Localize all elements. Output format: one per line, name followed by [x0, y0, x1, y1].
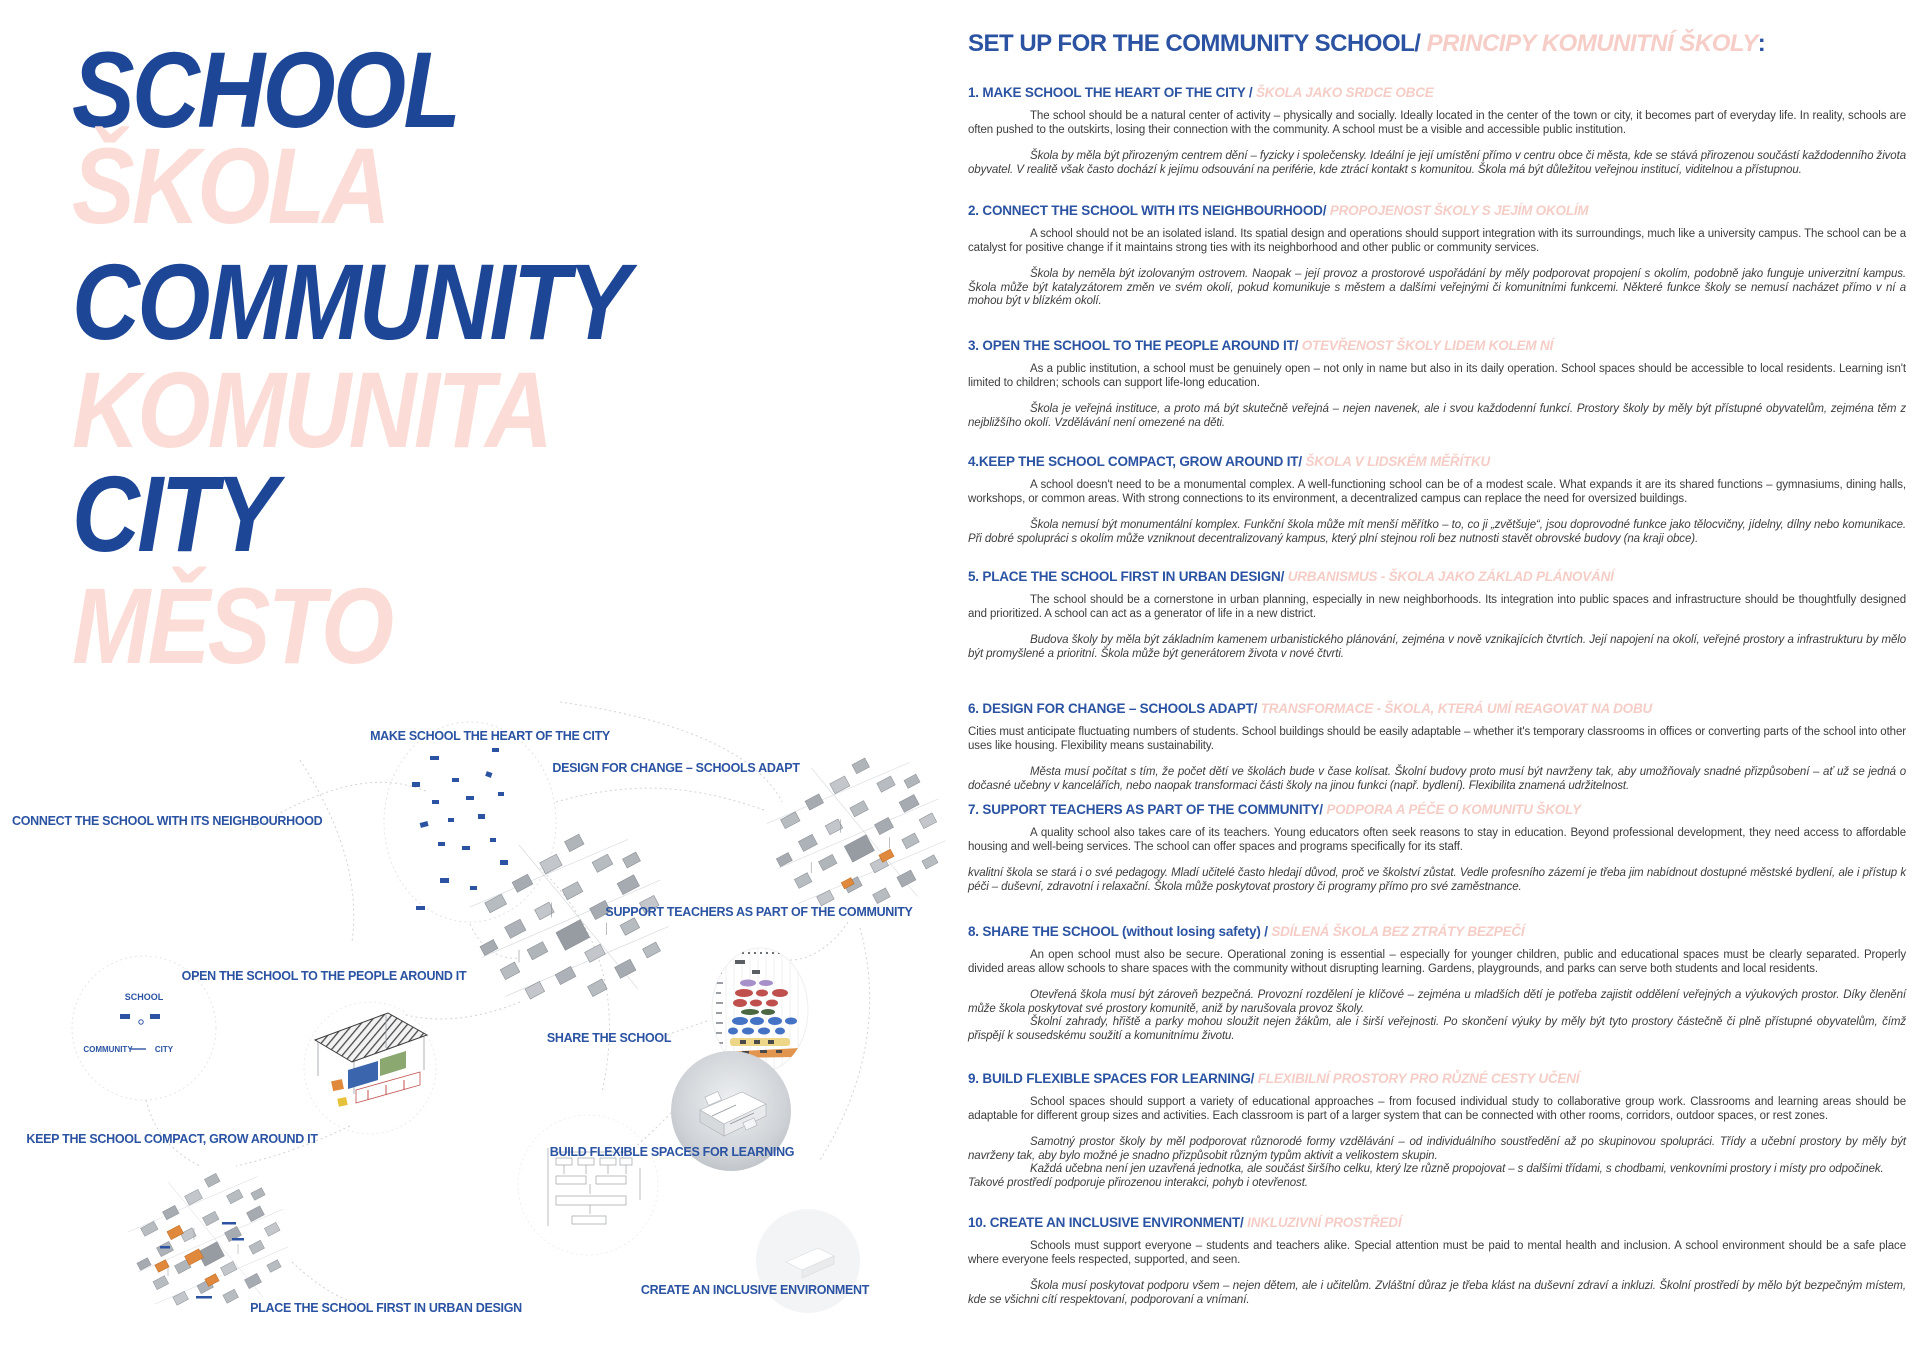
principle-heading-cz: PROPOJENOST ŠKOLY S JEJÍM OKOLÍM: [1329, 203, 1589, 218]
principle-heading-cz: TRANSFORMACE - ŠKOLA, KTERÁ UMÍ REAGOVAT NA DOBU: [1260, 701, 1653, 716]
principle-section: [968, 338, 1906, 430]
principle-section: [968, 701, 1906, 793]
principle-heading: [968, 569, 1906, 584]
principle-heading-en: 4.KEEP THE SCHOOL COMPACT, GROW AROUND IT/: [968, 454, 1306, 469]
principle-paragraph-cz: Škola je veřejná instituce, a proto má být skutečně veřejná – nejen navenek, ale i svou každodenní funkcí. Prostory školy by měly být přístupné obyvatelům, zejména těm z nejbližšího okolí. Vzdělávání není omezené na děti.: [968, 403, 1906, 429]
label-flexible: BUILD FLEXIBLE SPACES FOR LEARNING: [549, 1145, 795, 1159]
principle-heading: [968, 1215, 1906, 1230]
label-share-school: SHARE THE SCHOOL: [546, 1031, 672, 1045]
principle-paragraph-cz: Budova školy by měla být základním kamenem urbanistického plánování, zejména v nově vznikajících čtvrtích. Její napojení na okolí, veřejné prostory a infrastrukturu by mělo být promyšlené a prioritní. Škola může být generátorem života v nové čtvrti.: [968, 634, 1906, 660]
page-title-cz: PRINCIPY KOMUNITNÍ ŠKOLY: [1420, 30, 1758, 57]
principle-section: [968, 454, 1906, 546]
principle-heading: [968, 454, 1906, 469]
inclusive-plan-circle: [518, 1115, 658, 1255]
principle-heading-cz: INKLUZIVNÍ PROSTŘEDÍ: [1247, 1215, 1402, 1230]
title-word-mesto: MĚSTO: [72, 565, 392, 686]
principle-paragraph-en: The school should be a cornerstone in urban planning, especially in new neighborhoods. Its integration into public spaces and infrastructure should be thoughtfully designed and prioritized. A school can act as a generator of life in a new district.: [968, 594, 1906, 620]
principle-heading-en: 6. DESIGN FOR CHANGE – SCHOOLS ADAPT/: [968, 701, 1261, 716]
label-make-heart: MAKE SCHOOL THE HEART OF THE CITY: [370, 729, 610, 743]
principle-section: [968, 203, 1906, 309]
principle-heading-cz: SDÍLENÁ ŠKOLA BEZ ZTRÁTY BEZPEČÍ: [1271, 924, 1525, 939]
heart-of-city-circle: [384, 722, 556, 922]
principle-paragraph-cz: Takové prostředí podporuje přirozenou interakci, pohyb i otevřenost.: [968, 1176, 1308, 1189]
title-word-city: CITY: [72, 453, 276, 574]
mini-community-label: COMMUNITY: [83, 1045, 133, 1054]
principle-paragraph-cz: Škola by neměla být izolovaným ostrovem. Naopak – její provoz a prostorové uspořádání by měly podporovat propojení s okolím, podobně jako funguje univerzitní kampus. Škola může být katalyzátorem změn ve svém okolí, pokud komunikuje s městem a dalšími veřejnými či komunitními funkcemi. Některé funkce školy se nemusí nacházet přímo v ní a mohou být v blízkém okolí.: [968, 268, 1906, 308]
label-design-change: DESIGN FOR CHANGE – SCHOOLS ADAPT: [552, 761, 800, 775]
page-title: [968, 30, 1908, 58]
principle-section: [968, 1215, 1906, 1307]
principle-paragraph-cz: Každá učebna není jen uzavřená jednotka, ale součást širšího celku, který lze různě propojovat – s dalšími třídami, s chodbami, venkovními prostory i místy pro odpočinek.: [1030, 1163, 1884, 1176]
principle-heading-en: 2. CONNECT THE SCHOOL WITH ITS NEIGHBOURHOOD/: [968, 203, 1330, 218]
principle-heading: [968, 1071, 1906, 1086]
principle-paragraph-cz: Města musí počítat s tím, že počet dětí ve školách bude v čase kolísat. Školní budovy proto musí být navrženy tak, aby umožňovaly snadné přizpůsobení – ať už se jedná o dočasné učebny v kancelářích, nebo naopak transformaci části školy na jinou funkci (např. bydlení). Flexibilita znamená udržitelnost.: [968, 766, 1906, 792]
label-inclusive: CREATE AN INCLUSIVE ENVIRONMENT: [640, 1283, 870, 1297]
principle-heading-en: 1. MAKE SCHOOL THE HEART OF THE CITY /: [968, 85, 1256, 100]
principle-paragraph-cz: Školní zahrady, hřiště a parky mohou sloužit nejen žákům, ale i širší veřejnosti. Po skončení výuky by měly být tyto prostory částečně či plně přístupné obyvatelům, čímž přispějí k sousedskému soužití a komunitnímu životu.: [968, 1016, 1906, 1042]
principle-heading-en: 5. PLACE THE SCHOOL FIRST IN URBAN DESIGN/: [968, 569, 1288, 584]
label-connect: CONNECT THE SCHOOL WITH ITS NEIGHBOURHOOD: [12, 814, 323, 828]
principle-section: [968, 1071, 1906, 1191]
faint-model-circle: [756, 1209, 860, 1313]
principle-section: [968, 569, 1906, 661]
title-word-community: COMMUNITY: [72, 241, 628, 362]
principle-paragraph-en: The school should be a natural center of activity – physically and socially. Ideally located in the center of the town or city, it becomes part of everyday life. In reality, schools are often pushed to the outskirts, losing their connection with the community. A school must be a visible and accessible public institution.: [968, 110, 1906, 136]
principle-paragraph-cz: Škola by měla být přirozeným centrem dění – fyzicky i společensky. Ideální je její umístění přímo v centru obce či města, kde se stává přirozenou součástí každodenního života obyvatel. V realitě však často dochází k jejímu odsouvání na periférie, kde ztrácí kontakt s komunitou. Škola má být důležitou veřejnou institucí, viditelnou a přístupnou.: [968, 150, 1906, 176]
principle-heading-cz: URBANISMUS - ŠKOLA JAKO ZÁKLAD PLÁNOVÁNÍ: [1287, 569, 1614, 584]
label-place-first: PLACE THE SCHOOL FIRST IN URBAN DESIGN: [250, 1301, 522, 1315]
page-title-en: SET UP FOR THE COMMUNITY SCHOOL/: [968, 30, 1421, 57]
title-word-skola: ŠKOLA: [72, 125, 388, 246]
compact-school-model: [304, 1002, 436, 1134]
title-word-school: SCHOOL: [72, 29, 459, 150]
community-school-diagram: [0, 700, 960, 1357]
principle-heading: [968, 338, 1906, 353]
principle-heading: [968, 701, 1906, 716]
principle-paragraph-cz: kvalitní škola se stará i o své pedagogy. Mladí učitelé často hledají důvod, proč ve školství zůstat. Vedle profesního zázemí je třeba jim nabídnout dostupné městské bydlení, ale i přístup k péči – duševní, zdravotní i relaxační. Škola může poskytovat prostory či programy přímo pro své zaměstnance.: [968, 867, 1906, 893]
principle-paragraph-en: A quality school also takes care of its teachers. Young educators often seek reasons to stay in education. Beyond professional development, they need access to affordable housing and well-being services. The school can offer spaces and programs specifically for its staff.: [968, 827, 1906, 853]
principle-paragraph-en: Cities must anticipate fluctuating numbers of students. School buildings should be easily adaptable – whether it's temporary classrooms in offices or converting parts of the school into other uses like housing. Flexibility means sustainability.: [968, 726, 1906, 752]
principle-paragraph-cz: Škola musí poskytovat podporu všem – nejen dětem, ale i učitelům. Zvláštní důraz je třeba klást na duševní zdraví a inkluzi. Školní prostředí by mělo být bezpečným místem, kde se všichni cítí respektovaní, podporovaní a vnímaní.: [968, 1280, 1906, 1306]
principle-paragraph-en: A school should not be an isolated island. Its spatial design and operations should support integration with its surroundings, much like a university campus. The school can be a catalyst for positive change if it maintains strong ties with its neighborhood and other public or community services.: [968, 228, 1906, 254]
principle-section: [968, 924, 1906, 1044]
principle-paragraph-cz: Otevřená škola musí být zároveň bezpečná. Provozní rozdělení je klíčové – zejména u mladších dětí je potřeba zajistit oddělení veřejných a výukových prostor. Díky členění může škola poskytovat své prostory komunitě, aniž by narušovala provoz školy.: [968, 989, 1906, 1015]
principle-heading: [968, 924, 1906, 939]
title-word-komunita: KOMUNITA: [72, 349, 551, 470]
label-keep-compact: KEEP THE SCHOOL COMPACT, GROW AROUND IT: [26, 1132, 318, 1146]
page-title-colon: :: [1757, 30, 1766, 57]
principle-heading: [968, 802, 1906, 817]
principle-heading-en: 7. SUPPORT TEACHERS AS PART OF THE COMMUNITY/: [968, 802, 1327, 817]
principle-heading-en: 10. CREATE AN INCLUSIVE ENVIRONMENT/: [968, 1215, 1248, 1230]
principle-heading-cz: ŠKOLA V LIDSKÉM MĚŘÍTKU: [1305, 454, 1491, 469]
principle-heading: [968, 203, 1906, 218]
principle-heading-en: 9. BUILD FLEXIBLE SPACES FOR LEARNING/: [968, 1071, 1258, 1086]
label-open-school: OPEN THE SCHOOL TO THE PEOPLE AROUND IT: [181, 969, 467, 983]
principle-heading-cz: FLEXIBILNÍ PROSTORY PRO RŮZNÉ CESTY UČENÍ: [1257, 1071, 1580, 1086]
mini-city-label: CITY: [154, 1045, 174, 1054]
principle-paragraph-en: As a public institution, a school must be genuinely open – not only in name but also in its daily operation. School spaces should be accessible to local residents. Learning isn't limited to children; schools can support life-long education.: [968, 363, 1906, 389]
principle-paragraph-cz: Škola nemusí být monumentální komplex. Funkční škola může mít menší měřítko – to, co ji „zvětšuje“, jsou doprovodné funkce jako tělocvičny, jídelny, dílny nebo komunikace. Při dobré spolupráci s okolím může vzniknout decentralizovaný kampus, který plní stejnou roli bez nutnosti stavět obrovské budovy (na kraji obce).: [968, 519, 1906, 545]
principle-paragraph-en: An open school must also be secure. Operational zoning is essential – especially for younger children, public and educational spaces must be clearly separated. Properly divided areas allow schools to share spaces with the community without disrupting learning. Gardens, playgrounds, and parks can serve both students and local residents.: [968, 949, 1906, 975]
principle-heading-en: 3. OPEN THE SCHOOL TO THE PEOPLE AROUND IT/: [968, 338, 1302, 353]
principle-heading-cz: PODPORA A PÉČE O KOMUNITU ŠKOLY: [1326, 802, 1581, 817]
city-circle-urban-design: [128, 1172, 288, 1307]
principle-section: [968, 802, 1906, 894]
principle-section: [968, 85, 1906, 177]
city-circle-design-change: [766, 757, 945, 908]
label-support: SUPPORT TEACHERS AS PART OF THE COMMUNITY: [605, 905, 913, 919]
principle-paragraph-cz: Samotný prostor školy by měl podporovat různorodé formy vzdělávání – od individuálního soustředění až po skupinovou spolupráci. Třídy a učební prostory by měly být navrženy tak, aby bylo možné je snadno přizpůsobit různým typům aktivit a velikostem skupin.: [968, 1136, 1906, 1162]
principle-paragraph-en: School spaces should support a variety of educational approaches – from focused individual study to collaborative group work. Classrooms and learning areas should be adaptable for different group sizes and activities. Each classroom is part of a larger system that can be connected with other rooms, corridors, outdoor spaces, or rest zones.: [968, 1096, 1906, 1122]
principle-heading-en: 8. SHARE THE SCHOOL (without losing safety) /: [968, 924, 1272, 939]
principle-paragraph-en: A school doesn't need to be a monumental complex. A well-functioning school can be of a modest scale. What expands it are its shared functions – gymnasiums, dining halls, workshops, or common areas. With strong connections to its environment, a decentralized campus can replace the need for oversized buildings.: [968, 479, 1906, 505]
principle-heading-cz: OTEVŘENOST ŠKOLY LIDEM KOLEM NÍ: [1301, 338, 1554, 353]
principle-heading-cz: ŠKOLA JAKO SRDCE OBCE: [1255, 85, 1434, 100]
principle-paragraph-en: Schools must support everyone – students and teachers alike. Special attention must be paid to mental health and inclusion. A school environment should be a safe place where everyone feels respected, supported, and seen.: [968, 1240, 1906, 1266]
mini-school-label: SCHOOL: [124, 992, 164, 1002]
principle-heading: [968, 85, 1906, 100]
